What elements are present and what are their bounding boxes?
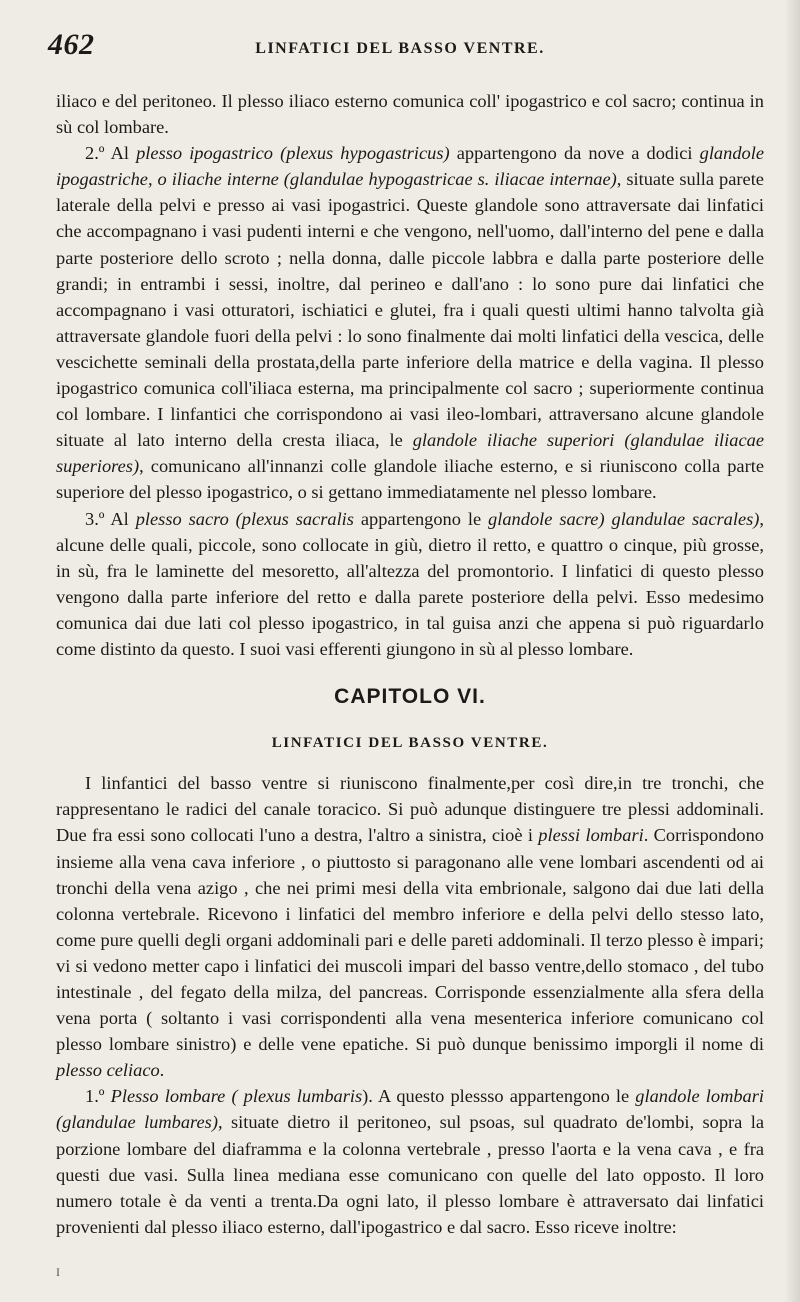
page-body	[56, 88, 764, 1240]
page-number: 462	[48, 28, 95, 61]
paragraph-1: iliaco e del peritoneo. Il plesso iliaco esterno comunica coll' ipogastrico e col sacro; continua in sù col lombare.	[56, 91, 764, 138]
footer-mark: I	[56, 1265, 60, 1279]
paragraph-4: I linfantici del basso ventre si riuniscono finalmente,per così dire,in tre tronchi, che rappresentano le radici del canale toracico. Si può adunque distinguere tre plessi addominali. Due fra essi sono collocati l'uno a destra, l'altro a sinistra, cioè i plessi lombari. Corrispondono insieme alla vena cava inferiore , o piuttosto si paragonano alle vene lombari ascendenti od ai tronchi della vena azigo , che nei primi mesi della vita embrionale, salgono dai due lati della colonna vertebrale. Ricevono i linfatici del membro inferiore e della pelvi dello stesso lato, come pure quelli degli organi addominali pari e delle pareti addominali. Il terzo plesso è impari; vi si vedono metter capo i linfatici dei muscoli impari del basso ventre,dello stomaco , del tubo intestinale , del fegato della milza, del pancreas. Corrisponde essenzialmente alla sfera della vena porta ( soltanto i vasi corrispondenti alla vena mesenterica inferiore comunicano col plesso lombare sinistro) e delle vene epatiche. Si può dunque benissimo imporgli il nome di plesso celiaco.	[56, 773, 764, 1081]
section-title: LINFATICI DEL BASSO VENTRE.	[271, 735, 549, 752]
chapter-title: CAPITOLO VI.	[334, 685, 486, 709]
page-edge-shadow	[784, 0, 800, 1302]
running-head: LINFATICI DEL BASSO VENTRE.	[255, 40, 545, 57]
paragraph-5: 1.º Plesso lombare ( plexus lumbaris). A questo plessso appartengono le glandole lombari (glandulae lumbares), situate dietro il peritoneo, sul psoas, sul quadrato de'lombi, sopra la porzione lombare del diaframma e la colonna vertebrale , presso l'aorta e la vena cava , e fra questi due vasi. Sulla linea mediana esse comunicano con quelle del lato opposto. Il loro numero totale è da venti a trenta.Da ogni lato, il plesso lombare è attraversato dai linfatici provenienti dal plesso iliaco esterno, dall'ipogastrico e dal sacro. Esso riceve inoltre:	[56, 1086, 765, 1237]
paragraph-3: 3.º Al plesso sacro (plexus sacralis appartengono le glandole sacre) glandulae sacrales), alcune delle quali, piccole, sono collocate in giù, dietro il retto, e quattro o cinque, più grosse, in sù, fra le laminette del mesoretto, all'altezza del promontorio. I linfatici di questo plesso vengono dalla parte inferiore del retto e dalla parete posteriore della pelvi. Esso medesimo comunica dai due lati col plesso ipogastrico, in tal guisa anzi che appena si può riguardarlo come distinto da questo. I suoi vasi efferenti giungono in sù al plesso lombare.	[56, 508, 764, 659]
paragraph-2: 2.º Al plesso ipogastrico (plexus hypogastricus) appartengono da nove a dodici glandole ipogastriche, o iliache interne (glandulae hypogastricae s. iliacae internae), situate sulla parete laterale della pelvi e presso ai vasi ipogastrici. Queste glandole sono attraversate dai linfatici che accompagnano i vasi pudenti interni e che vengono, nell'uomo, dall'interno del pene e dalla parte posteriore dello scroto ; nella donna, dalle piccole labbra e dalla parte posteriore delle grandi; in entrambi i sessi, inoltre, dal perineo e dall'ano : lo sono pure dai linfatici che accompagnano i vasi otturatori, ischiatici e glutei, fra i quali questi ultimi hanno talvolta già attraversate glandole fuori della pelvi : lo sono finalmente dai molti linfatici della vescica, delle vescichette seminali della prostata,della parte inferiore della matrice e della vagina. Il plesso ipogastrico comunica coll'iliaca esterna, ma principalmente col sacro ; superiormente continua col lombare. I linfantici che corrispondono ai vasi ileo-lombari, attraversano alcune glandole situate al lato interno della cresta iliaca, le glandole iliache superiori (glandulae iliacae superiores), comunicano all'innanzi colle glandole iliache esterno, e si riuniscono colla parte superiore del plesso ipogastrico, o si gettano immediatamente nel plesso lombare.	[56, 143, 764, 503]
